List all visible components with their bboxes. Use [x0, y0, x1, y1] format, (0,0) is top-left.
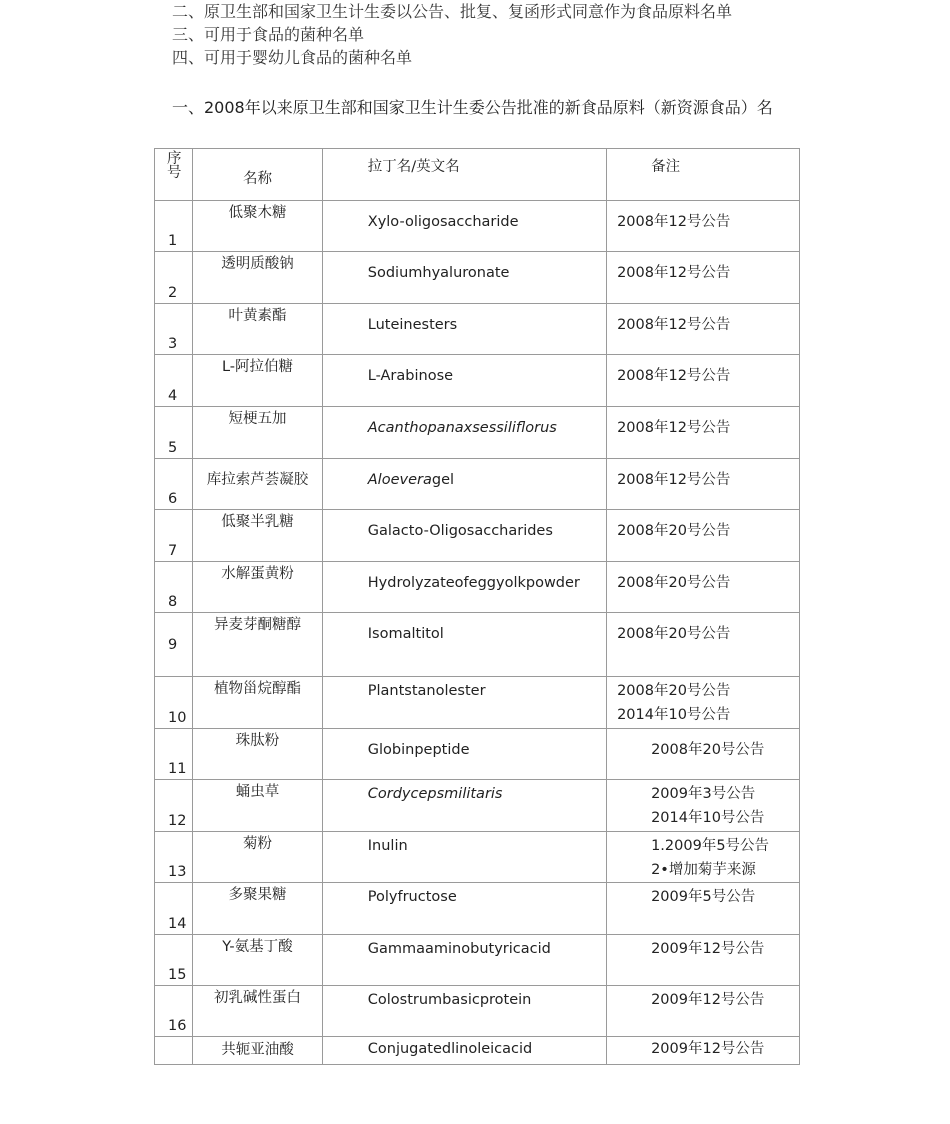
toc-item: 三、可用于食品的菌种名单 — [172, 25, 365, 44]
row-name: 叶黄素酯 — [193, 304, 323, 355]
row-note: 2008年20号公告 — [607, 562, 800, 613]
row-number: 12 — [155, 780, 193, 832]
row-number: 10 — [155, 677, 193, 729]
row-latin: Hydrolyzateofeggyolkpowder — [322, 562, 606, 613]
row-latin: Gammaaminobutyricacid — [322, 935, 606, 986]
row-name: 短梗五加 — [193, 407, 323, 459]
table-row — [155, 1037, 800, 1065]
row-latin: Conjugatedlinoleicacid — [322, 1037, 606, 1065]
row-number: 6 — [155, 459, 193, 510]
row-note: 2009年5号公告 — [607, 883, 800, 935]
row-name: L-阿拉伯糖 — [193, 355, 323, 407]
row-name: 库拉索芦荟凝胶 — [193, 459, 323, 510]
table-header-row — [155, 149, 800, 201]
toc-item: 四、可用于婴幼儿食品的菌种名单 — [172, 48, 413, 67]
food-ingredient-table — [154, 148, 800, 1065]
row-number: 1 — [155, 201, 193, 252]
row-note: 2009年12号公告 — [607, 986, 800, 1037]
row-latin: Cordycepsmilitaris — [322, 780, 606, 832]
row-number: 13 — [155, 832, 193, 883]
toc-item: 二、原卫生部和国家卫生计生委以公告、批复、复函形式同意作为食品原料名单 — [172, 2, 733, 21]
table-row — [155, 201, 800, 252]
table-row — [155, 355, 800, 407]
row-number: 9 — [155, 613, 193, 677]
row-note: 2009年3号公告 2014年10号公告 — [607, 780, 800, 832]
row-number: 15 — [155, 935, 193, 986]
row-name: 菊粉 — [193, 832, 323, 883]
row-latin: Luteinesters — [322, 304, 606, 355]
row-name: 蛹虫草 — [193, 780, 323, 832]
row-latin: Colostrumbasicprotein — [322, 986, 606, 1037]
row-name: 植物甾烷醇酯 — [193, 677, 323, 729]
row-latin: Polyfructose — [322, 883, 606, 935]
table-row — [155, 459, 800, 510]
row-name: 初乳碱性蛋白 — [193, 986, 323, 1037]
row-number: 8 — [155, 562, 193, 613]
row-name: 共轭亚油酸 — [193, 1037, 323, 1065]
header-latin: 拉丁名/英文名 — [322, 149, 606, 201]
row-latin: Sodiumhyaluronate — [322, 252, 606, 304]
row-latin: Xylo-oligosaccharide — [322, 201, 606, 252]
row-name: 水解蛋黄粉 — [193, 562, 323, 613]
row-name: 低聚半乳糖 — [193, 510, 323, 562]
row-latin: Aloeveragel — [322, 459, 606, 510]
table-row — [155, 986, 800, 1037]
row-number: 2 — [155, 252, 193, 304]
row-latin: Plantstanolester — [322, 677, 606, 729]
row-number: 11 — [155, 729, 193, 780]
table-row — [155, 407, 800, 459]
row-latin: Inulin — [322, 832, 606, 883]
row-latin: Galacto-Oligosaccharides — [322, 510, 606, 562]
row-note: 1.2009年5号公告 2•增加菊芋来源 — [607, 832, 800, 883]
row-number: 16 — [155, 986, 193, 1037]
table-row — [155, 935, 800, 986]
table-row — [155, 677, 800, 729]
row-number: 14 — [155, 883, 193, 935]
row-latin: Acanthopanaxsessiliflorus — [322, 407, 606, 459]
row-name: 异麦芽酮糖醇 — [193, 613, 323, 677]
table-row — [155, 780, 800, 832]
row-note: 2008年12号公告 — [607, 407, 800, 459]
row-note: 2008年20号公告 — [607, 729, 800, 780]
row-number: 4 — [155, 355, 193, 407]
table-of-contents — [172, 0, 732, 69]
row-note: 2008年20号公告 — [607, 613, 800, 677]
row-note: 2008年20号公告 — [607, 510, 800, 562]
row-note: 2008年12号公告 — [607, 201, 800, 252]
row-number — [155, 1037, 193, 1065]
table-row — [155, 562, 800, 613]
row-number: 7 — [155, 510, 193, 562]
row-name: 透明质酸钠 — [193, 252, 323, 304]
row-name: 珠肽粉 — [193, 729, 323, 780]
header-name: 名称 — [193, 149, 323, 201]
table-row — [155, 252, 800, 304]
row-latin: L-Arabinose — [322, 355, 606, 407]
table-row — [155, 832, 800, 883]
header-no: 序号 — [155, 149, 193, 201]
row-note: 2008年20号公告 2014年10号公告 — [607, 677, 800, 729]
row-note: 2008年12号公告 — [607, 459, 800, 510]
table-row — [155, 510, 800, 562]
row-note: 2008年12号公告 — [607, 252, 800, 304]
row-latin: Globinpeptide — [322, 729, 606, 780]
row-note: 2009年12号公告 — [607, 1037, 800, 1065]
row-number: 3 — [155, 304, 193, 355]
row-latin: Isomaltitol — [322, 613, 606, 677]
table-row — [155, 729, 800, 780]
table-row — [155, 613, 800, 677]
row-note: 2009年12号公告 — [607, 935, 800, 986]
header-note: 备注 — [607, 149, 800, 201]
table-row — [155, 304, 800, 355]
row-note: 2008年12号公告 — [607, 355, 800, 407]
row-number: 5 — [155, 407, 193, 459]
row-name: 低聚木糖 — [193, 201, 323, 252]
table-row — [155, 883, 800, 935]
section-title: 一、2008年以来原卫生部和国家卫生计生委公告批准的新食品原料（新资源食品）名 — [172, 98, 773, 117]
row-name: 多聚果糖 — [193, 883, 323, 935]
row-name: Y-氨基丁酸 — [193, 935, 323, 986]
row-note: 2008年12号公告 — [607, 304, 800, 355]
